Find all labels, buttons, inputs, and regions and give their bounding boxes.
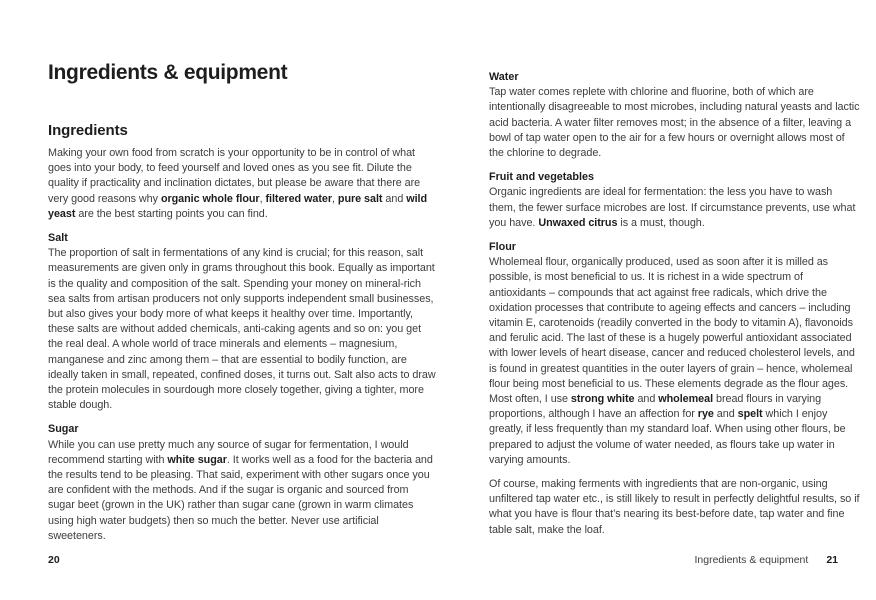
subsection-heading-flour: Flour [489,241,516,254]
subsection-heading-fruit-and-vegetables: Fruit and vegetables [489,171,594,184]
section-heading-ingredients: Ingredients [48,122,128,139]
subsection-heading-salt: Salt [48,232,68,245]
closing-paragraph: Of course, making ferments with ingredients that are non-organic, using unfiltered tap water etc., is still likely to result in perfectly delightful results, so if what you have is flour that’s nearing its best-before date, tap water and fine table salt, make the loaf. [489,478,860,536]
running-head: Ingredients & equipment [694,554,809,566]
right-page-column [489,70,861,538]
left-page-number: 20 [48,554,60,566]
right-page-number: 21 [826,554,838,566]
right-page-footer [694,554,838,566]
intro-paragraph: Making your own food from scratch is your opportunity to be in control of what goes into your body, to feed yourself and loved ones as you see fit. Dilute the quality if practicality and inclination dictates, but please be aware that there are very good reasons why organic whole flour, filtered water, pure salt and wild yeast are the best starting points you can find. [48,147,428,220]
left-page-column [48,60,436,544]
sugar-paragraph: While you can use pretty much any source of sugar for fermentation, I would recommend starting with white sugar. It works well as a food for the bacteria and the results tend to be pleasing. That said, experiment with other sugars once you are confident with the methods. And if the sugar is organic and sourced from sugar beet (grown in the UK) rather than sugar cane (grown in warm climates using high water budgets) then so much the better. Never use artificial sweeteners. [48,438,433,542]
subsection-heading-water: Water [489,71,519,83]
salt-paragraph: The proportion of salt in fermentations of any kind is crucial; for this reason, salt measurements are given only in grams throughout this book. Equally as important is the quality and composition of the salt. Spending your money on mineral-rich sea salts from artisan producers not only supports independent small businesses, but also gives your body more of what keeps it healthy over time. Importantly, these salts are without added chemicals, anti-caking agents and so on: you get the real deal. A whole world of trace minerals and elements – magnesium, manganese and zinc among them – that are essential to bodily function, are ideally taken in small, repeated, confined doses, it turns out. Salt also acts to draw the protein molecules in sourdough more closely together, giving a tighter, more stable dough. [48,247,436,412]
subsection-heading-sugar: Sugar [48,423,79,436]
water-paragraph: Tap water comes replete with chlorine and fluorine, both of which are intentionally disagreeable to most microbes, including natural yeasts and lactic acid bacteria. A water filter removes most; in the absence of a filter, leaving a bowl of tap water open to the air for a few hours or overnight allows most of the chlorine to degrade. [489,86,860,160]
fruit-and-vegetables-paragraph: Organic ingredients are ideal for fermentation: the less you have to wash them, the fewer surface microbes are lost. If circumstance prevents, use what you have. Unwaxed citrus is a must, though. [489,186,856,229]
page-title: Ingredients & equipment [48,61,288,84]
flour-paragraph: Wholemeal flour, organically produced, used as soon after it is milled as possible, is most beneficial to us. It is richest in a wide spectrum of antioxidants – compounds that act against free radicals, which drive the oxidation processes that contribute to ageing effects and cancers – including vitamin E, carotenoids (readily converted in the body to vitamin A), flavonoids and ferulic acid. The last of these is a hugely powerful antioxidant associated with lower levels of heart disease, cancer and reduced cholesterol levels, and is found in greatest quantities in the outer layers of grain – hence, wholemeal flour being most beneficial to us. These elements degrade as the flour ages. Most often, I use strong white and wholemeal bread flours in varying proportions, although I have an affection for rye and spelt which I enjoy greatly, if less frequently than my standard loaf. When using other flours, be prepared to adjust the volume of water needed, as flours take up water in varying amounts. [489,256,855,466]
